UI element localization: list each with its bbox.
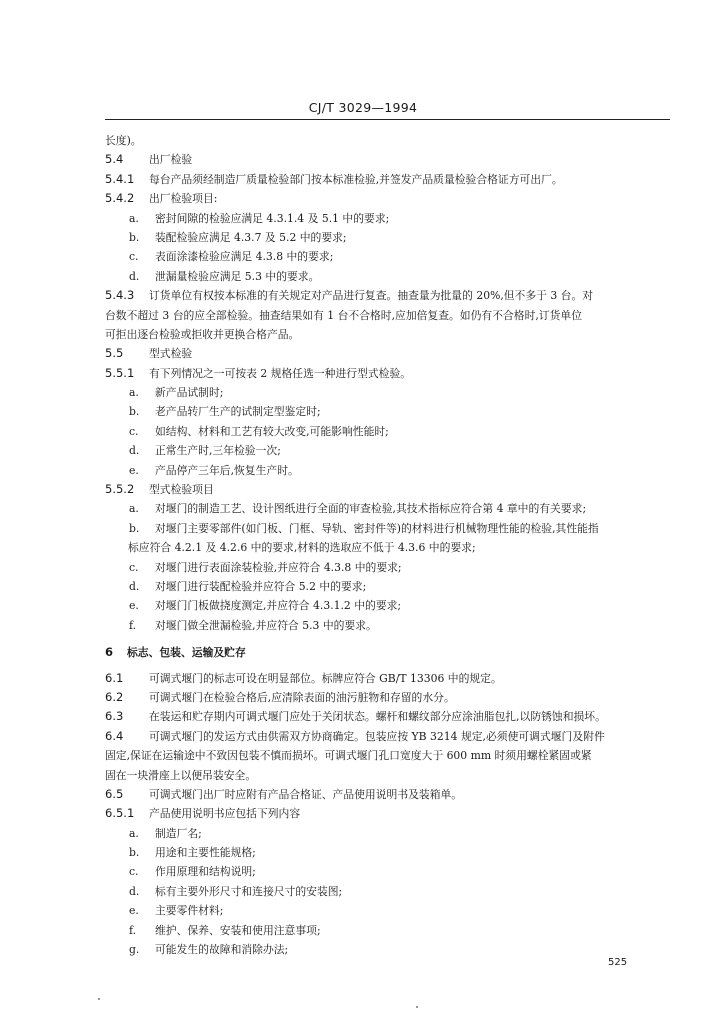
- line-text: 对堰门的制造工艺、设计图纸进行全面的审查检验,其技术指标应符合第 4 章中的有关要求;: [155, 502, 587, 516]
- line-text: 装配检验应满足 4.3.7 及 5.2 中的要求;: [155, 230, 347, 244]
- list-item: [105, 228, 670, 247]
- item-letter: c.: [129, 424, 139, 438]
- item-letter: a.: [129, 211, 139, 225]
- clause-line: [105, 669, 670, 688]
- item-letter: c.: [129, 560, 139, 574]
- line-text: 正常生产时,三年检验一次;: [155, 444, 281, 458]
- continuation-line: [105, 766, 670, 785]
- line-text: 出厂检验项目:: [149, 192, 218, 206]
- line-text: 型式检验: [149, 347, 193, 361]
- line-text: 制造厂名;: [155, 826, 202, 840]
- line-text: 用途和主要性能规格;: [155, 846, 256, 860]
- item-letter: a.: [129, 502, 139, 516]
- item-letter: c.: [129, 865, 139, 879]
- clause-number: 6.5: [105, 786, 124, 801]
- clause-line: [105, 150, 670, 169]
- clause-line: [105, 785, 670, 804]
- line-text: 表面涂漆检验应满足 4.3.8 中的要求;: [155, 250, 334, 264]
- list-item: [105, 383, 670, 402]
- clause-line: [105, 727, 670, 746]
- list-item: [105, 616, 670, 635]
- clause-line: [105, 364, 670, 383]
- item-letter: e.: [129, 599, 139, 613]
- list-item: [105, 247, 670, 266]
- line-text: 可调式堰门出厂时应附有产品合格证、产品使用说明书及装箱单。: [149, 787, 463, 801]
- item-letter: b.: [129, 846, 140, 860]
- item-letter: c.: [129, 250, 139, 264]
- clause-line: [105, 804, 670, 823]
- clause-number: 5.5: [105, 346, 124, 361]
- document-body: [105, 131, 670, 959]
- line-text: 有下列情况之一可按表 2 规格任选一种进行型式检验。: [149, 366, 412, 380]
- scan-speck: [98, 998, 100, 1000]
- item-letter: d.: [129, 444, 140, 458]
- list-item: [105, 921, 670, 940]
- clause-number: 6.1: [105, 670, 124, 685]
- list-item: [105, 824, 670, 843]
- list-item: [105, 441, 670, 460]
- section-heading: [105, 643, 670, 662]
- page-number: 525: [608, 957, 628, 968]
- clause-line: [105, 707, 670, 726]
- line-text: 对堰门做全泄漏检验,并应符合 5.3 中的要求。: [155, 618, 377, 632]
- line-text: 主要零件材料;: [155, 904, 224, 918]
- line-text: 固在一块滑座上以便吊装安全。: [105, 768, 257, 782]
- list-item: [105, 422, 670, 441]
- clause-line: [105, 480, 670, 499]
- line-text: 产品使用说明书应包括下列内容: [149, 807, 301, 821]
- clause-line: [105, 170, 670, 189]
- clause-number: 6: [105, 645, 114, 660]
- item-letter: f.: [129, 618, 137, 632]
- clause-number: 6.5.1: [105, 806, 135, 821]
- list-item: [105, 402, 670, 421]
- item-letter: b.: [129, 521, 140, 535]
- continuation-line: [105, 131, 670, 150]
- line-text: 可拒出逐台检验或拒收并更换合格产品。: [105, 327, 300, 341]
- line-text: 对堰门进行装配检验并应符合 5.2 中的要求;: [155, 579, 367, 593]
- line-text: 固定,保证在运输途中不致因包装不慎而损坏。可调式堰门孔口宽度大于 600 mm 时须用螺栓紧固或紧: [105, 749, 592, 763]
- item-letter: b.: [129, 230, 140, 244]
- line-text: 可调式堰门在检验合格后,应清除表面的油污脏物和存留的水分。: [149, 690, 455, 704]
- line-text: 型式检验项目: [149, 483, 214, 497]
- clause-line: [105, 688, 670, 707]
- line-text: 老产品转厂生产的试制定型鉴定时;: [155, 405, 321, 419]
- list-item: [105, 577, 670, 596]
- list-item: [105, 940, 670, 959]
- line-text: 在装运和贮存期内可调式堰门应处于关闭状态。螺杆和螺纹部分应涂油脂包扎,以防锈蚀和损坏。: [149, 710, 606, 724]
- item-letter: b.: [129, 405, 140, 419]
- line-text: 订货单位有权按本标准的有关规定对产品进行复查。抽查量为批量的 20%,但不多于 3 台。对: [149, 289, 594, 303]
- clause-number: 6.3: [105, 709, 124, 724]
- header-rule: [105, 119, 670, 120]
- continuation-line: [105, 325, 670, 344]
- line-text: 出厂检验: [149, 153, 193, 167]
- scan-speck: [416, 1006, 418, 1008]
- item-letter: a.: [129, 386, 139, 400]
- line-text: 每台产品须经制造厂质量检验部门按本标准检验,并签发产品质量检验合格证方可出厂。: [149, 172, 563, 186]
- item-letter: f.: [129, 923, 137, 937]
- continuation-line: [105, 746, 670, 765]
- line-text: 泄漏量检验应满足 5.3 中的要求。: [155, 269, 320, 283]
- list-item: [105, 901, 670, 920]
- item-letter: g.: [129, 943, 140, 957]
- list-item: [105, 558, 670, 577]
- clause-number: 5.4.3: [105, 288, 135, 303]
- list-item: [105, 519, 670, 538]
- item-letter: d.: [129, 579, 140, 593]
- list-item: [105, 267, 670, 286]
- line-text: 产品停产三年后,恢复生产时。: [155, 463, 299, 477]
- line-text: 可调式堰门的标志可设在明显部位。标牌应符合 GB/T 13306 中的规定。: [149, 671, 502, 685]
- line-text: 标志、包装、运输及贮存: [127, 646, 246, 660]
- line-text: 对堰门门板做挠度测定,并应符合 4.3.1.2 中的要求;: [155, 599, 402, 613]
- line-text: 新产品试制时;: [155, 386, 224, 400]
- list-item: [105, 882, 670, 901]
- clause-number: 5.5.1: [105, 365, 135, 380]
- standard-code: CJ/T 3029—1994: [308, 100, 418, 115]
- item-letter: e.: [129, 463, 139, 477]
- line-text: 标有主要外形尺寸和连接尺寸的安装图;: [155, 884, 343, 898]
- clause-line: [105, 344, 670, 363]
- line-text: 对堰门进行表面涂装检验,并应符合 4.3.8 中的要求;: [155, 560, 402, 574]
- item-letter: d.: [129, 269, 140, 283]
- line-text: 对堰门主要零部件(如门板、门框、导轨、密封件等)的材料进行机械物理性能的检验,其性能指: [155, 521, 599, 535]
- line-text: 密封间隙的检验应满足 4.3.1.4 及 5.1 中的要求;: [155, 211, 390, 225]
- line-text: 维护、保养、安装和使用注意事项;: [155, 923, 321, 937]
- clause-line: [105, 286, 670, 305]
- list-item: [105, 843, 670, 862]
- clause-number: 5.5.2: [105, 482, 135, 497]
- clause-number: 5.4.1: [105, 171, 135, 186]
- clause-number: 5.4.2: [105, 191, 135, 206]
- list-item: [105, 499, 670, 518]
- clause-line: [105, 189, 670, 208]
- list-item: [105, 209, 670, 228]
- item-letter: d.: [129, 884, 140, 898]
- clause-number: 6.4: [105, 728, 124, 743]
- line-text: 标应符合 4.2.1 及 4.2.6 中的要求,材料的选取应不低于 4.3.6 中的要求;: [128, 541, 476, 555]
- list-item: [105, 461, 670, 480]
- line-text: 可能发生的故障和消除办法;: [155, 943, 289, 957]
- line-text: 如结构、材料和工艺有较大改变,可能影响性能时;: [155, 424, 389, 438]
- line-text: 作用原理和结构说明;: [155, 865, 256, 879]
- clause-number: 5.4: [105, 152, 124, 167]
- continuation-line: [105, 538, 670, 557]
- item-letter: a.: [129, 826, 139, 840]
- item-letter: e.: [129, 904, 139, 918]
- continuation-line: [105, 306, 670, 325]
- line-text: 台数不超过 3 台的应全部检验。抽查结果如有 1 台不合格时,应加倍复查。如仍有不合格时,订货单位: [105, 308, 582, 322]
- line-text: 可调式堰门的发运方式由供需双方协商确定。包装应按 YB 3214 规定,必须使可调式堰门及附件: [149, 729, 605, 743]
- list-item: [105, 596, 670, 615]
- clause-number: 6.2: [105, 689, 124, 704]
- line-text: 长度)。: [105, 134, 142, 147]
- page-header: [0, 97, 726, 116]
- list-item: [105, 862, 670, 881]
